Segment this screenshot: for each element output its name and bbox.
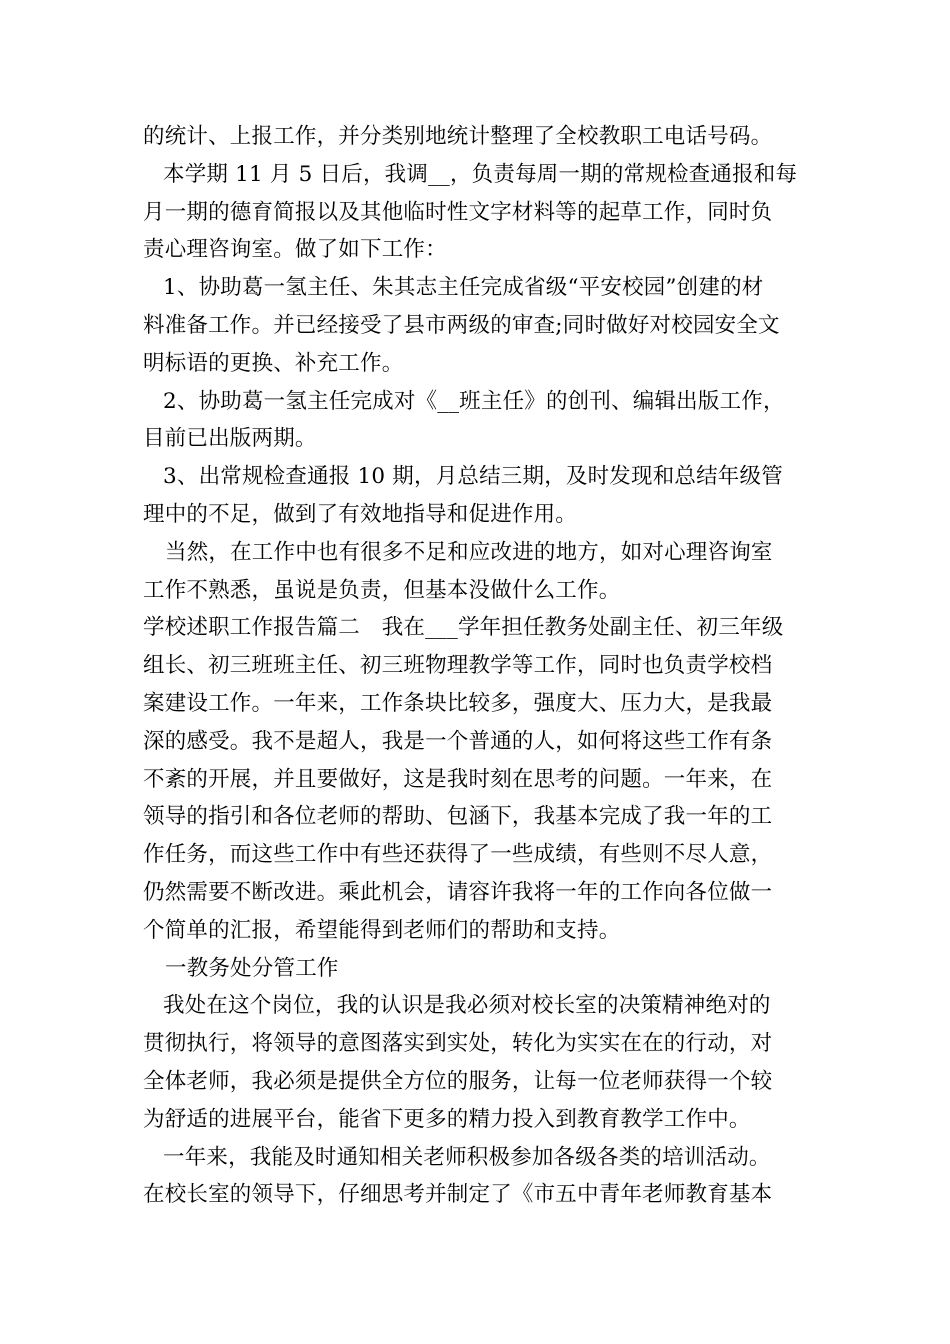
section-heading-line: 学校述职工作报告篇二 我在___学年担任教务处副主任、初三年级 [143, 615, 784, 641]
text-line: 案建设工作。一年来，工作条块比较多，强度大、压力大，是我最 [143, 690, 773, 716]
text-line: 仍然需要不断改进。乘此机会，请容许我将一年的工作向各位做一 [143, 879, 773, 905]
list-item-2: 2、协助葛一氢主任完成对《__班主任》的创刊、编辑出版工作， [163, 388, 785, 414]
text-line: 料准备工作。并已经接受了县市两级的审查;同时做好对校园安全文 [143, 312, 780, 338]
subheading-line: 一教务处分管工作 [165, 955, 339, 981]
document-body [143, 118, 813, 1214]
text-line: 作任务，而这些工作中有些还获得了一些成绩，有些则不尽人意， [143, 842, 773, 868]
text-line: 在校长室的领导下，仔细思考并制定了《市五中青年老师教育基本 [143, 1182, 773, 1208]
text-line: 一年来，我能及时通知相关老师积极参加各级各类的培训活动。 [163, 1144, 771, 1170]
text-line: 理中的不足，做到了有效地指导和促进作用。 [143, 501, 578, 527]
text-line: 领导的指引和各位老师的帮助、包涵下，我基本完成了我一年的工 [143, 804, 773, 830]
text-line: 明标语的更换、补充工作。 [143, 350, 404, 376]
list-item-3: 3、出常规检查通报 10 期，月总结三期，及时发现和总结年级管 [163, 464, 783, 490]
text-line: 责心理咨询室。做了如下工作： [143, 237, 447, 263]
text-line: 为舒适的进展平台，能省下更多的精力投入到教育教学工作中。 [143, 1106, 751, 1132]
text-line: 深的感受。我不是超人，我是一个普通的人，如何将这些工作有条 [143, 728, 773, 754]
text-line: 目前已出版两期。 [143, 426, 317, 452]
text-line: 组长、初三班班主任、初三班物理教学等工作，同时也负责学校档 [143, 653, 773, 679]
text-line: 个简单的汇报，希望能得到老师们的帮助和支持。 [143, 917, 621, 943]
list-item-1: 1、协助葛一氢主任、朱其志主任完成省级“平安校园”创建的材 [163, 275, 764, 301]
text-line: 月一期的德育简报以及其他临时性文字材料等的起草工作，同时负 [143, 199, 773, 225]
text-line: 贯彻执行，将领导的意图落实到实处，转化为实实在在的行动，对 [143, 1031, 773, 1057]
text-line: 当然，在工作中也有很多不足和应改进的地方，如对心理咨询室 [165, 539, 773, 565]
text-line: 我处在这个岗位，我的认识是我必须对校长室的决策精神绝对的 [163, 993, 771, 1019]
text-line: 的统计、上报工作，并分类别地统计整理了全校教职工电话号码。 [143, 124, 773, 149]
text-line: 不紊的开展，并且要做好，这是我时刻在思考的问题。一年来，在 [143, 766, 773, 792]
text-line: 工作不熟悉，虽说是负责，但基本没做什么工作。 [143, 577, 621, 603]
text-line: 全体老师，我必须是提供全方位的服务，让每一位老师获得一个较 [143, 1068, 773, 1094]
text-line: 本学期 11 月 5 日后，我调__，负责每周一期的常规检查通报和每 [163, 161, 798, 187]
